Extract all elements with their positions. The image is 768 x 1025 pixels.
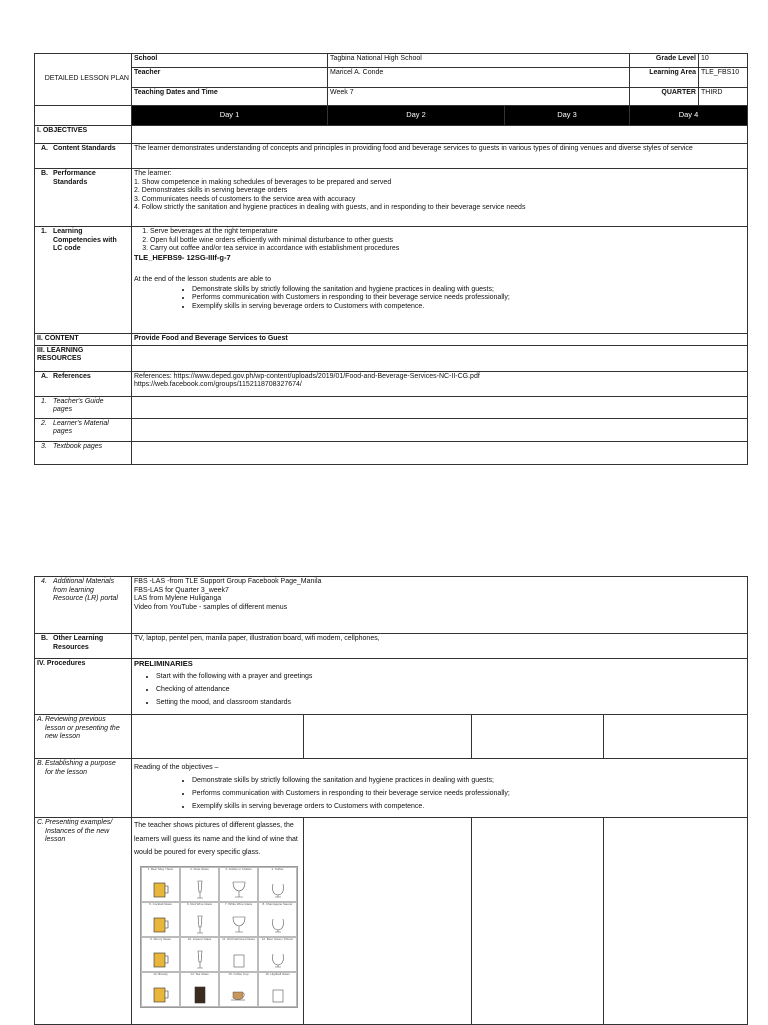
- glass-label: 6. Red Wine Glass: [186, 901, 212, 906]
- teachers-guide-value: [132, 396, 748, 418]
- purpose-bullets: [134, 774, 745, 813]
- quarter-value: THIRD: [699, 88, 748, 106]
- content-standards-text: The learner demonstrates understanding of concepts and principles in providing food and beverage services to guests in various types of dining venues and diverse styles of service: [132, 144, 748, 169]
- glass-label: 8. Champagne Saucer: [262, 901, 293, 906]
- glass-label: 13. Brandy: [153, 971, 168, 976]
- glass-label: 3. Goblet or Chalice: [225, 866, 252, 871]
- presenting-day-1: [132, 818, 304, 1025]
- purpose-bullet: • Exemplify skills in serving beverage orders to Customers with competence.: [192, 800, 745, 813]
- glass-label: 15. Coffee Cup: [228, 971, 249, 976]
- quarter-label: QUARTER: [630, 88, 699, 106]
- objectives-blank: [132, 126, 748, 144]
- preliminary-item: • Checking of attendance: [156, 683, 745, 696]
- reviewing-day-2: [304, 715, 472, 759]
- glass-cell: [219, 972, 258, 1007]
- content-value: Provide Food and Beverage Services to Guest: [132, 334, 748, 346]
- day-1-header: Day 1: [132, 106, 328, 126]
- lesson-plan-table: [34, 53, 748, 465]
- purpose-label: B.Establishing a purpose for the lesson: [35, 759, 132, 818]
- preliminary-item: • Setting the mood, and classroom standards: [156, 696, 745, 709]
- lesson-plan-table-continued: [34, 576, 748, 1025]
- purpose-intro: Reading of the objectives –: [134, 764, 219, 771]
- preliminaries-title: PRELIMINARIES: [134, 659, 193, 668]
- learners-material-value: [132, 418, 748, 441]
- glass-label: 7. White Wine Glass: [224, 901, 253, 906]
- day-2-header: Day 2: [328, 106, 505, 126]
- additional-line: FBS -LAS -from TLE Support Group Facebook Page_Manila: [134, 578, 322, 585]
- additional-line: Video from YouTube - samples of different menus: [134, 603, 288, 611]
- learning-competencies-text: [132, 227, 748, 334]
- glass-label: 11. Old Fashioned Glass: [222, 936, 255, 941]
- glass-label: 2. Flute Glass: [190, 866, 209, 871]
- other-resources-label: B. Other Learning Resources: [35, 634, 132, 659]
- lc-bullet: • Performs communication with Customers in responding to their beverage service needs professionally;: [192, 294, 745, 303]
- reference-url-1: References: https://www.deped.gov.ph/wp-content/uploads/2019/01/Food-and-Beverage-Services-NC-II-CG.pdf: [134, 372, 480, 380]
- lesson-plan-page-2: [34, 576, 747, 1025]
- day-4-header: Day 4: [630, 106, 748, 126]
- lc-bullets: [134, 286, 745, 312]
- preliminaries-list: [134, 670, 745, 709]
- reviewing-lesson-label: A.Reviewing previous lesson or presenting the new lesson: [35, 715, 132, 759]
- glass-cell: [180, 972, 219, 1007]
- glass-cell: [258, 902, 297, 937]
- learning-area-value: TLE_FBS10: [699, 68, 748, 88]
- glass-cell: [180, 902, 219, 937]
- learning-area-label: Learning Area: [630, 68, 699, 88]
- additional-materials-label: 4. Additional Materials from learning Resource (LR) portal: [35, 577, 132, 634]
- textbook-label: 3. Textbook pages: [35, 441, 132, 464]
- day-3-header: Day 3: [505, 106, 630, 126]
- day-header-blank: [35, 106, 132, 126]
- teacher-label: Teacher: [132, 68, 328, 88]
- preliminaries: [132, 659, 748, 715]
- content-standards-label: A. Content Standards: [35, 144, 132, 169]
- glass-cell: [180, 867, 219, 902]
- glass-label: 12. Beer Glass / Pilsner: [261, 936, 294, 941]
- performance-standards-label: B. Performance Standards: [35, 169, 132, 227]
- presenting-day-2: [304, 818, 472, 1025]
- glass-label: 5. Cocktail Glass: [149, 901, 172, 906]
- glass-label: 14. Tea Glass: [190, 971, 209, 976]
- perf-line: 2. Demonstrates skills in serving beverage orders: [134, 187, 288, 194]
- learning-resources-heading: III. LEARNING RESOURCES: [35, 345, 132, 371]
- learning-resources-blank: [132, 345, 748, 371]
- purpose-bullet: • Demonstrate skills by strictly following the sanitation and hygiene practices in dealing with guests;: [192, 774, 745, 787]
- dates-label: Teaching Dates and Time: [132, 88, 328, 106]
- learning-competencies-label: 1. Learning Competencies with LC code: [35, 227, 132, 334]
- perf-line: 4. Follow strictly the sanitation and hygiene practices in dealing with guests, and in responding to their beverage service needs: [134, 204, 526, 211]
- additional-materials-text: [132, 577, 748, 634]
- lc-bullet: • Demonstrate skills by strictly following the sanitation and hygiene practices in dealing with guests;: [192, 286, 745, 295]
- procedures-heading: IV. Procedures: [35, 659, 132, 715]
- performance-standards-text: [132, 169, 748, 227]
- presenting-text: The teacher shows pictures of different glasses, the learners will guess its name and the kind of wine that would be poured for every specific glass.: [134, 822, 298, 856]
- glass-cell: [258, 972, 297, 1007]
- references-text: [132, 371, 748, 396]
- glass-label: 10. Liqueur Glass: [187, 936, 212, 941]
- lc-bullet: • Exemplify skills in serving beverage orders to Customers with competence.: [192, 303, 745, 312]
- lc-item: 1. Serve beverages at the right temperature: [150, 228, 745, 237]
- objectives-heading: I. OBJECTIVES: [35, 126, 132, 144]
- references-label: A. References: [35, 371, 132, 396]
- glass-cell: [219, 867, 258, 902]
- glass-cell: [219, 937, 258, 972]
- preliminary-item: • Start with the following with a prayer and greetings: [156, 670, 745, 683]
- teacher-value: Maricel A. Conde: [328, 68, 630, 88]
- glass-cell: [141, 867, 180, 902]
- glass-label: 9. Sherry Glass: [150, 936, 171, 941]
- lc-intro: At the end of the lesson students are able to: [134, 276, 271, 283]
- grade-label: Grade Level: [630, 54, 699, 68]
- glass-cell: [219, 902, 258, 937]
- grade-value: 10: [699, 54, 748, 68]
- lc-item: 3. Carry out coffee and/or tea service in accordance with establishment procedures: [150, 245, 745, 254]
- dates-value: Week 7: [328, 88, 630, 106]
- presenting-day-4: [604, 818, 748, 1025]
- school-value: Tagbina National High School: [328, 54, 630, 68]
- lesson-plan-page-1: [34, 53, 747, 465]
- glasses-chart-image: [140, 866, 298, 1008]
- other-resources-value: TV, laptop, pentel pen, manila paper, illustration board, wifi modem, cellphones,: [132, 634, 748, 659]
- textbook-value: [132, 441, 748, 464]
- reviewing-day-4: [604, 715, 748, 759]
- teachers-guide-label: 1. Teacher's Guide pages: [35, 396, 132, 418]
- perf-line: 1. Show competence in making schedules of beverages to be prepared and served: [134, 178, 392, 186]
- learners-material-label: 2. Learner's Material pages: [35, 418, 132, 441]
- glass-cell: [258, 937, 297, 972]
- glass-cell: [180, 937, 219, 972]
- glass-label: 1. Beer Mug / Stein: [147, 866, 174, 871]
- content-heading: II. CONTENT: [35, 334, 132, 346]
- reference-url-2: https://web.facebook.com/groups/1152118708327674/: [134, 381, 302, 388]
- glass-label: 4. Snifter: [271, 866, 284, 871]
- purpose-bullet: • Performs communication with Customers in responding to their beverage service needs professionally;: [192, 787, 745, 800]
- presenting-day-3: [472, 818, 604, 1025]
- school-label: School: [132, 54, 328, 68]
- lc-item: 2. Open full bottle wine orders efficiently with minimal disturbance to other guests: [150, 237, 745, 246]
- additional-line: FBS-LAS for Quarter 3_week7: [134, 586, 229, 594]
- glass-cell: [141, 902, 180, 937]
- glass-cell: [141, 937, 180, 972]
- reviewing-day-3: [472, 715, 604, 759]
- plan-title: DETAILED LESSON PLAN: [35, 54, 132, 106]
- reviewing-day-1: [132, 715, 304, 759]
- glass-cell: [258, 867, 297, 902]
- additional-line: LAS from Mylene Huliganga: [134, 595, 222, 602]
- presenting-examples-label: C.Presenting examples/ Instances of the new lesson: [35, 818, 132, 1025]
- glass-label: 16. Highball Glass: [265, 971, 290, 976]
- perf-line: The learner:: [134, 170, 172, 177]
- purpose-text: [132, 759, 748, 818]
- glass-cell: [141, 972, 180, 1007]
- lc-code: TLE_HEFBS9- 12SG-IIIf-g-7: [134, 252, 231, 262]
- lc-list: [134, 228, 745, 254]
- perf-line: 3. Communicates needs of customers to the service area with accuracy: [134, 195, 356, 203]
